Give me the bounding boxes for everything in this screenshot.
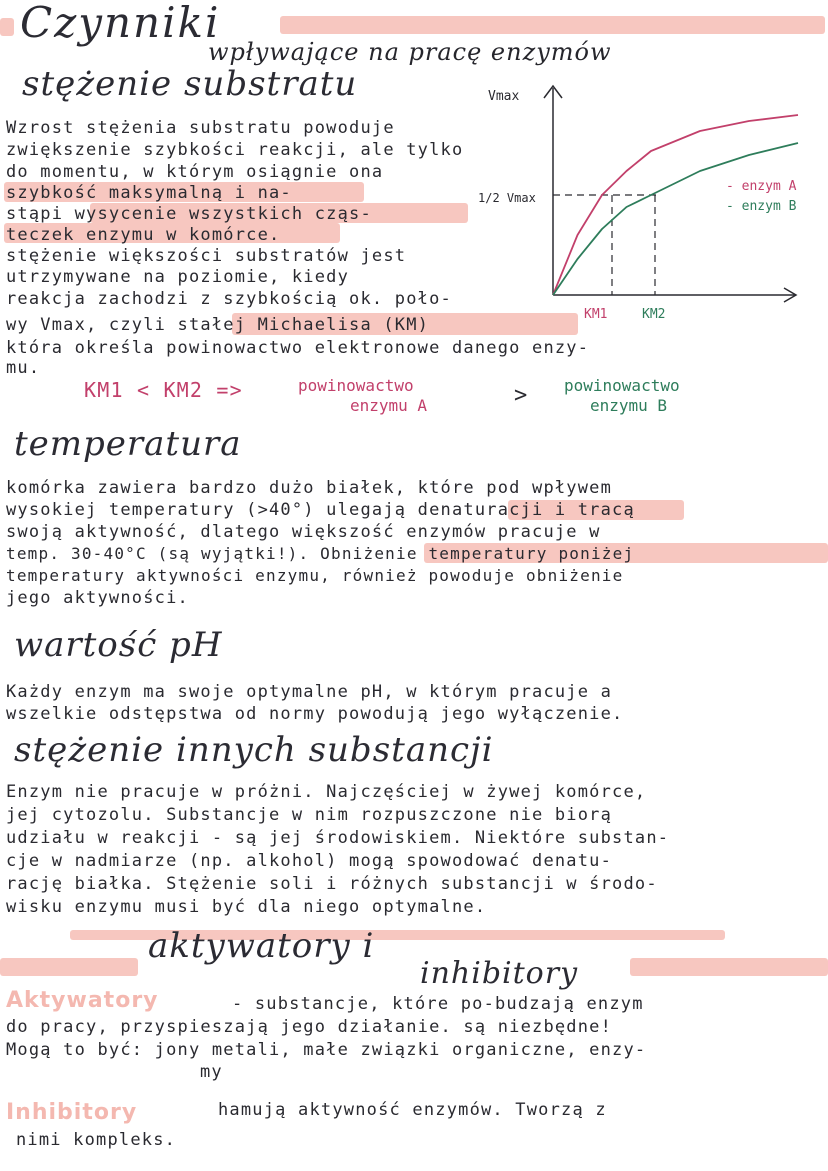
substrate-line-12: mu. bbox=[6, 358, 41, 378]
chart-half-vmax-label: 1/2 Vmax bbox=[478, 191, 536, 205]
substrate-line-2: zwiększenie szybkości reakcji, ale tylko bbox=[6, 140, 464, 160]
other-line-1: Enzym nie pracuje w próżni. Najczęściej w żywej komórce, bbox=[6, 782, 647, 802]
temperature-heading: temperatura bbox=[14, 424, 242, 464]
affinity-a-2: enzymu A bbox=[350, 396, 428, 415]
temperature-line-3: swoją aktywność, dlatego większość enzymów pracuje w bbox=[6, 522, 601, 542]
temperature-line-5: temperatury aktywności enzymu, również powoduje obniżenie bbox=[6, 566, 624, 585]
inhibitors-line-1: hamują aktywność enzymów. Tworzą z bbox=[218, 1100, 607, 1120]
substrate-heading: stężenie substratu bbox=[22, 64, 358, 104]
ph-line-1: Każdy enzym ma swoje optymalne pH, w którym pracuje a bbox=[6, 682, 613, 702]
inhibitors-label: Inhibitory bbox=[6, 1100, 138, 1125]
substrate-line-5: stąpi wysycenie wszystkich cząs- bbox=[6, 204, 372, 224]
affinity-b-2: enzymu B bbox=[590, 396, 668, 415]
substrate-line-11: która określa powinowactwo elektronowe danego enzy- bbox=[6, 338, 590, 358]
gt-sign: > bbox=[514, 383, 529, 408]
temperature-line-6: jego aktywności. bbox=[6, 588, 189, 608]
km-compare: KM1 < KM2 => bbox=[84, 378, 243, 402]
chart-series-b bbox=[553, 143, 798, 295]
chart-x-arrow bbox=[784, 288, 796, 302]
chart-y-arrow bbox=[544, 86, 562, 98]
activators-label: Aktywatory bbox=[6, 988, 159, 1013]
activators-line-3: Mogą to być: jony metali, małe związki organiczne, enzy- bbox=[6, 1040, 647, 1060]
other-line-3: udziału w reakcji - są jej środowiskiem. Niektóre substan- bbox=[6, 828, 670, 848]
activators-band-left bbox=[0, 958, 138, 976]
substrate-line-3: do momentu, w którym osiągnie ona bbox=[6, 162, 384, 182]
other-line-5: rację białka. Stężenie soli i różnych substancji w środo- bbox=[6, 874, 658, 894]
substrate-line-4: szybkość maksymalną i na- bbox=[6, 183, 292, 203]
substrate-line-1: Wzrost stężenia substratu powoduje bbox=[6, 118, 395, 138]
temperature-line-2: wysokiej temperatury (>40°) ulegają denaturacji i tracą bbox=[6, 500, 635, 520]
activators-heading: aktywatory i bbox=[148, 926, 375, 966]
temperature-line-4: temp. 30-40°C (są wyjątki!). Obniżenie temperatury poniżej bbox=[6, 544, 635, 563]
page-subtitle: wpływające na pracę enzymów bbox=[208, 38, 612, 66]
substrate-line-6: teczek enzymu w komórce. bbox=[6, 225, 281, 245]
activators-line-4: my bbox=[200, 1062, 223, 1082]
substrate-line-9: reakcja zachodzi z szybkością ok. poło- bbox=[6, 289, 452, 309]
chart-vmax-label: Vmax bbox=[488, 89, 520, 104]
inhibitors-line-2: nimi kompleks. bbox=[16, 1130, 177, 1150]
temperature-line-1: komórka zawiera bardzo dużo białek, które pod wpływem bbox=[6, 478, 613, 498]
chart-km1-label: KM1 bbox=[584, 307, 608, 322]
chart-series-a bbox=[553, 115, 798, 295]
other-heading: stężenie innych substancji bbox=[14, 730, 494, 770]
substrate-line-8: utrzymywane na poziomie, kiedy bbox=[6, 267, 350, 287]
chart-km2-label: KM2 bbox=[642, 307, 666, 322]
inhibitors-heading: inhibitory bbox=[420, 956, 579, 991]
page-title: Czynniki bbox=[20, 0, 221, 47]
ph-line-2: wszelkie odstępstwa od normy powodują jego wyłączenie. bbox=[6, 704, 624, 724]
activators-line-1: - substancje, które po-budzają enzym bbox=[232, 994, 644, 1014]
other-line-6: wisku enzymu musi być dla niego optymalne. bbox=[6, 897, 487, 917]
chart-legend-a: - enzym A bbox=[726, 179, 797, 194]
header-band-left bbox=[0, 18, 14, 36]
activators-band-right bbox=[630, 958, 828, 976]
other-line-2: jej cytozolu. Substancje w nim rozpuszczone nie biorą bbox=[6, 805, 613, 825]
header-band-right bbox=[280, 16, 825, 34]
chart-legend-b: - enzym B bbox=[726, 199, 797, 214]
substrate-line-7: stężenie większości substratów jest bbox=[6, 246, 407, 266]
activators-line-2: do pracy, przyspieszają jego działanie. są niezbędne! bbox=[6, 1017, 613, 1037]
affinity-a-1: powinowactwo bbox=[298, 376, 414, 395]
substrate-line-10: wy Vmax, czyli stałej Michaelisa (KM) bbox=[6, 315, 430, 335]
affinity-b-1: powinowactwo bbox=[564, 376, 680, 395]
ph-heading: wartość pH bbox=[14, 625, 223, 665]
other-line-4: cje w nadmiarze (np. alkohol) mogą spowodować denatu- bbox=[6, 851, 613, 871]
